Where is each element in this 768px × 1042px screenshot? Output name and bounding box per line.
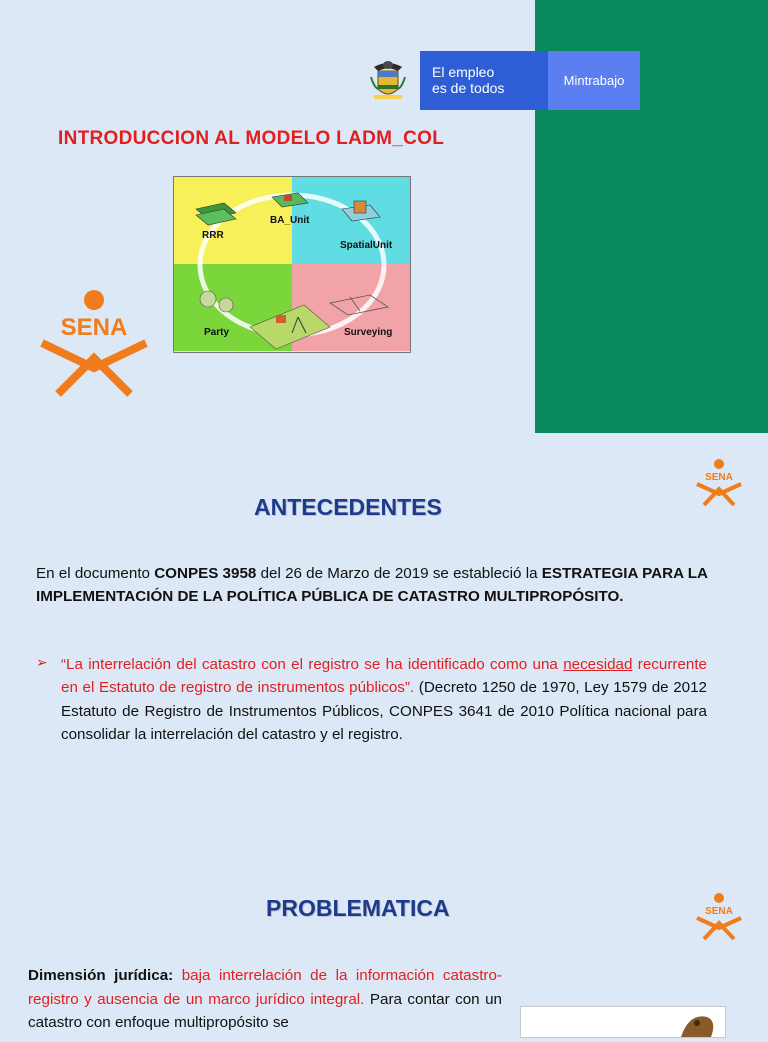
sena-logo-text: SENA xyxy=(60,314,128,341)
diagram-label-surveying: Surveying xyxy=(344,327,393,338)
quote-text-1: “La interrelación del catastro con el registro se ha identificado como una xyxy=(61,656,564,673)
bottom-illustration xyxy=(520,1006,726,1038)
diagram-label-rrr: RRR xyxy=(202,230,224,241)
sena-logo-icon xyxy=(38,288,150,398)
sena-small-logo-text: SENA xyxy=(705,472,733,483)
colombia-crest-icon xyxy=(368,57,408,103)
section-title-antecedentes: ANTECEDENTES xyxy=(254,494,442,520)
antecedentes-quote xyxy=(61,653,707,746)
quote-underlined-word: necesidad xyxy=(563,656,633,673)
quote-text-2: recurrente en el Estatuto de registro de instrumentos públicos”. xyxy=(61,656,707,697)
antecedentes-intro-paragraph xyxy=(36,562,716,608)
intro-conpes: CONPES 3958 xyxy=(154,565,257,582)
gov-slogan-banner xyxy=(420,51,640,110)
ladm-model-diagram xyxy=(173,176,411,353)
slide-title-intro: INTRODUCCION AL MODELO LADM_COL xyxy=(58,128,445,149)
intro-text-2: del 26 de Marzo de 2019 se estableció la xyxy=(256,565,542,582)
ministry-label: Mintrabajo xyxy=(548,51,640,110)
slide-intro xyxy=(0,0,768,433)
gov-slogan xyxy=(432,64,504,96)
dimension-rest-text: Para contar con un catastro con enfoque multipropósito se xyxy=(28,990,502,1031)
cycle-arrows-icon xyxy=(174,177,410,352)
diagram-label-ba-unit: BA_Unit xyxy=(270,215,310,226)
slogan-line-1: El empleo xyxy=(432,64,495,80)
diagram-label-party: Party xyxy=(204,327,230,338)
intro-strategy: ESTRATEGIA PARA LA IMPLEMENTACIÓN DE LA POLÍTICA PÚBLICA DE CATASTRO MULTIPROPÓSITO. xyxy=(36,565,708,605)
quote-reference: (Decreto 1250 de 1970, Ley 1579 de 2012 Estatuto de Registro de Instrumentos Públicos, CONPES 3641 de 2010 Política nacional para consolidar la interrelación del catastro y el registro. xyxy=(61,679,707,743)
slogan-line-2: es de todos xyxy=(432,80,505,96)
dimension-red-text: baja interrelación de la información catastro-registro y ausencia de un marco jurídico integral. xyxy=(28,967,502,1008)
sena-small-logo-text-2: SENA xyxy=(705,906,733,917)
arrow-bullet-icon: ➢ xyxy=(36,654,48,670)
sena-logo-small-icon xyxy=(695,458,743,506)
illustration-figure-icon xyxy=(521,1007,725,1037)
sena-logo-small-icon-2 xyxy=(695,892,743,940)
intro-text-1: En el documento xyxy=(36,565,155,582)
section-title-problematica: PROBLEMATICA xyxy=(266,895,450,921)
dimension-label: Dimensión jurídica: xyxy=(28,967,174,984)
diagram-label-spatial-unit: SpatialUnit xyxy=(340,240,393,251)
